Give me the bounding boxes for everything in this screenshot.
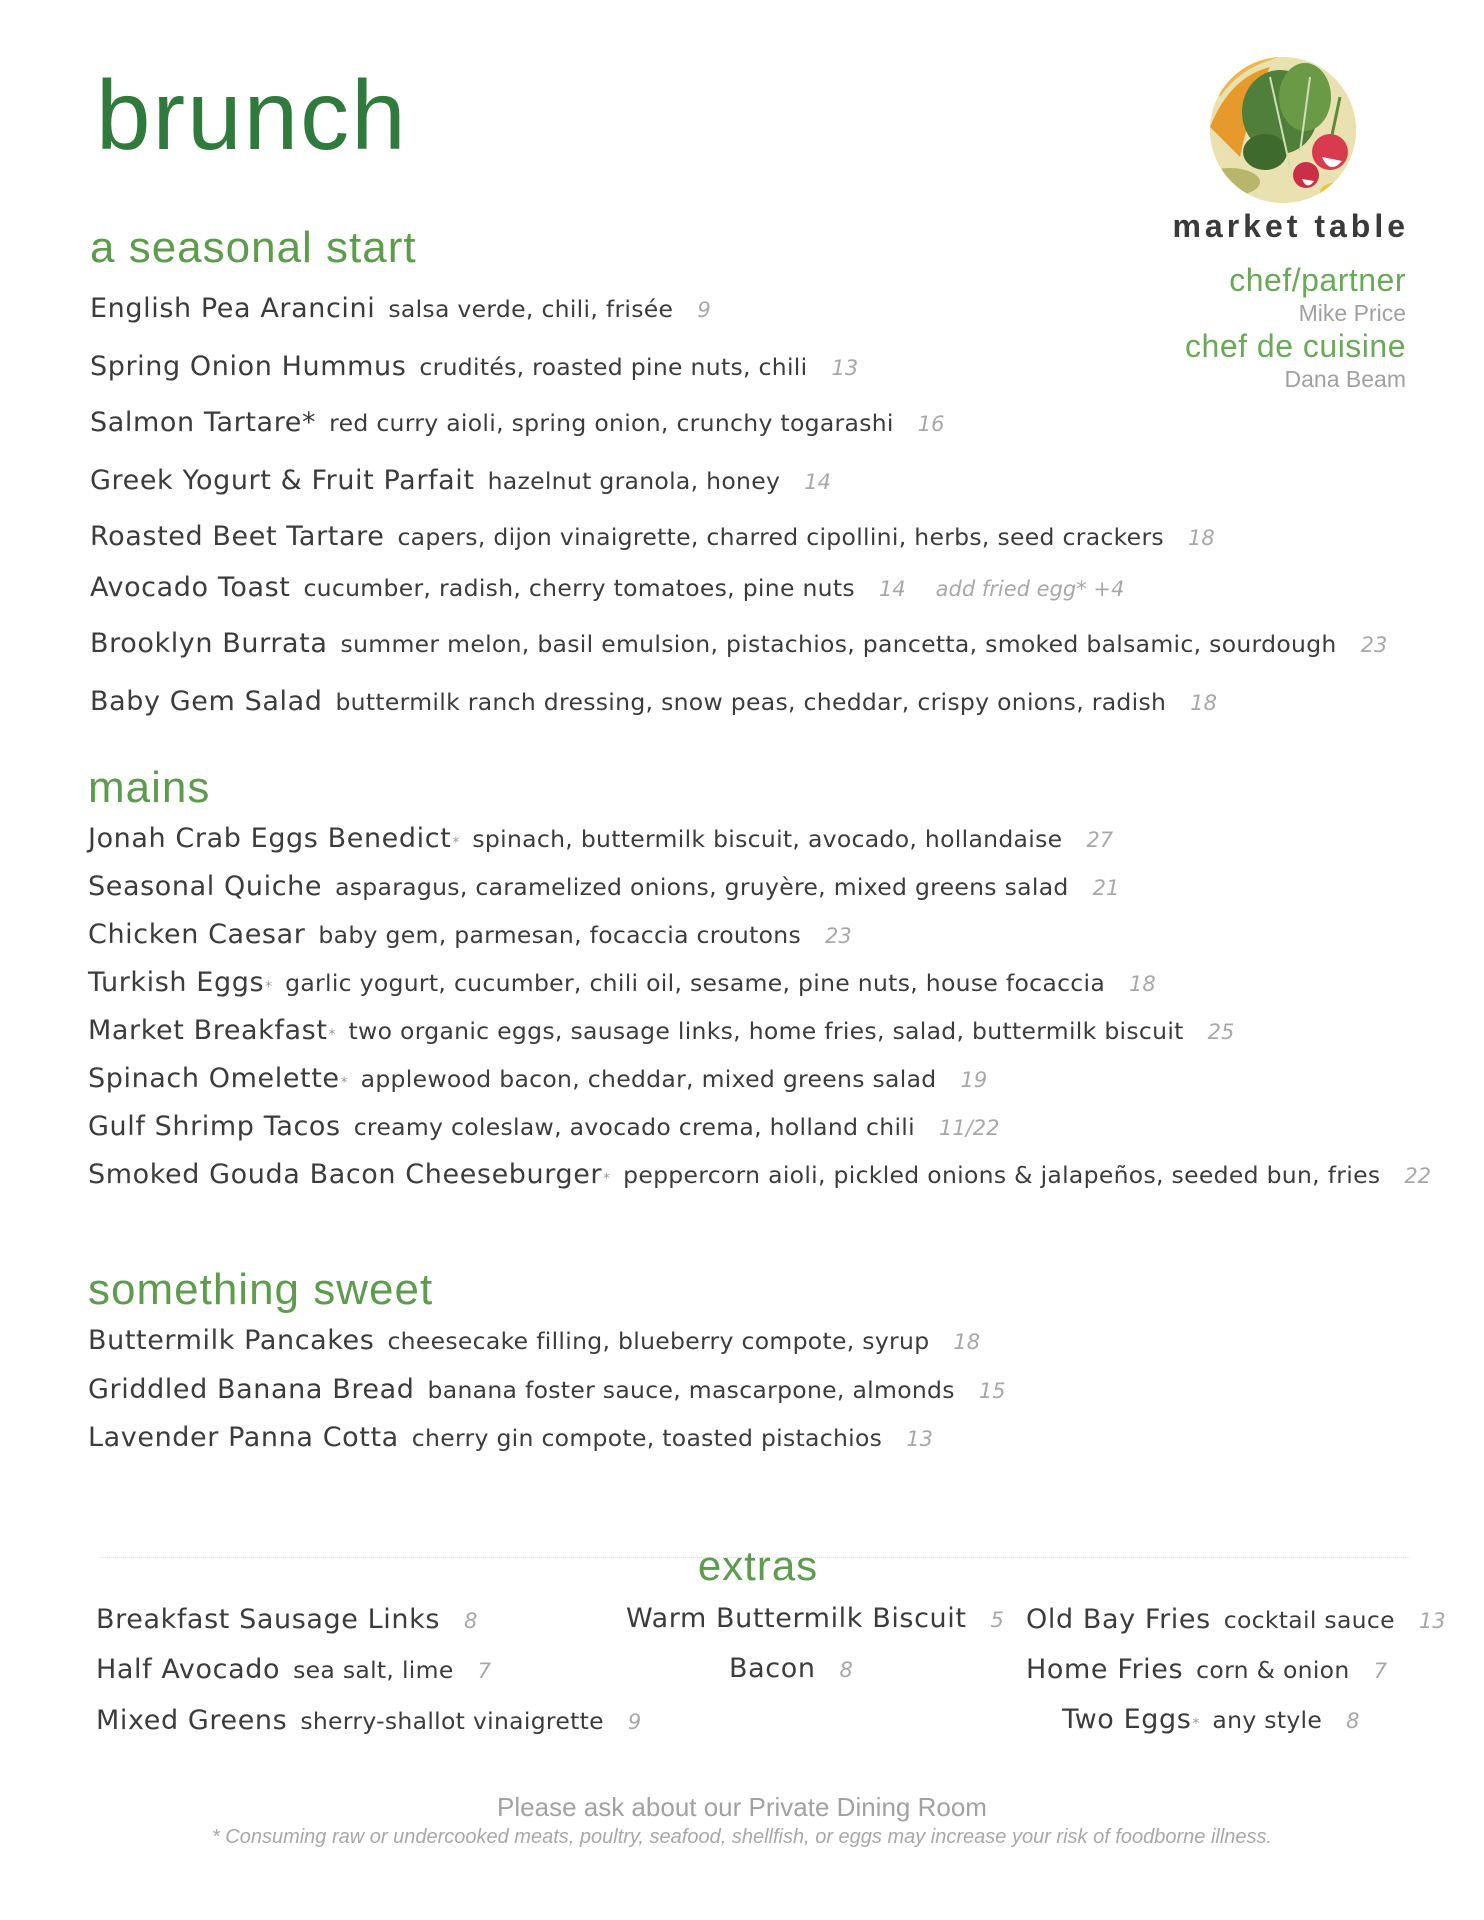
menu-item (88, 1017, 1234, 1044)
item-price: 22 (1404, 1164, 1432, 1188)
extra-item (626, 1605, 1004, 1632)
item-price: 18 (1129, 972, 1156, 996)
menu-item (88, 1327, 980, 1354)
item-description: corn & onion (1196, 1656, 1350, 1684)
item-description: summer melon, basil emulsion, pistachios, pancetta, smoked balsamic, sourdough (340, 630, 1337, 658)
menu-item (90, 630, 1387, 657)
item-description: applewood bacon, cheddar, mixed greens salad (360, 1065, 937, 1093)
menu-item (88, 825, 1113, 852)
item-description: cheesecake filling, blueberry compote, syrup (387, 1327, 930, 1355)
item-price: 15 (978, 1379, 1006, 1403)
item-price: 16 (917, 412, 945, 436)
menu-item (90, 688, 1217, 715)
vegetables-logo-icon (1210, 57, 1356, 203)
item-description: sherry-shallot vinaigrette (300, 1707, 604, 1735)
item-description: baby gem, parmesan, focaccia croutons (318, 921, 802, 949)
menu-item (88, 969, 1156, 996)
item-name: Market Breakfast (88, 1015, 328, 1046)
staff-role-chef-de-cuisine: chef de cuisine (1185, 328, 1406, 364)
item-name: Buttermilk Pancakes (88, 1325, 375, 1356)
item-description: banana foster sauce, mascarpone, almonds (427, 1376, 955, 1404)
item-price: 27 (1086, 828, 1114, 852)
item-name: Spinach Omelette (88, 1063, 340, 1094)
item-name: Roasted Beet Tartare (90, 521, 385, 552)
staff-role-chef-partner: chef/partner (1229, 262, 1406, 298)
menu-item (88, 873, 1119, 900)
menu-item (90, 467, 831, 494)
item-name: Breakfast Sausage Links (96, 1604, 441, 1635)
item-name: Spring Onion Hummus (90, 351, 407, 382)
page-title: brunch (96, 60, 408, 170)
menu-item (88, 1161, 1431, 1188)
item-description: spinach, buttermilk biscuit, avocado, hollandaise (472, 825, 1063, 853)
item-name: Baby Gem Salad (90, 686, 323, 717)
item-name: Turkish Eggs (88, 967, 265, 998)
staff-name-dana-beam: Dana Beam (1284, 366, 1406, 392)
item-price: 9 (697, 298, 711, 322)
item-price: 14 (804, 470, 831, 494)
item-price: 8 (1346, 1709, 1360, 1733)
menu-item (88, 1065, 987, 1092)
item-price: 13 (1418, 1609, 1446, 1633)
item-name: Lavender Panna Cotta (88, 1422, 399, 1453)
extra-item (1062, 1706, 1360, 1733)
item-name: Griddled Banana Bread (88, 1374, 415, 1405)
menu-item (88, 1424, 933, 1451)
item-description: cocktail sauce (1223, 1606, 1395, 1634)
item-price: 9 (627, 1710, 642, 1734)
item-description: any style (1212, 1706, 1323, 1734)
item-price: 23 (1360, 633, 1388, 657)
item-price: 7 (477, 1659, 491, 1683)
item-price: 14 (878, 577, 906, 601)
item-raw-warning-star: * (1192, 1716, 1200, 1732)
item-description: capers, dijon vinaigrette, charred cipollini, herbs, seed crackers (397, 523, 1164, 551)
menu-item (90, 574, 1124, 601)
food-safety-disclaimer: * Consuming raw or undercooked meats, poultry, seafood, shellfish, or eggs may increase your risk of foodborne illness. (211, 1826, 1273, 1848)
item-description: cherry gin compote, toasted pistachios (411, 1424, 883, 1452)
item-description: hazelnut granola, honey (487, 467, 781, 495)
item-name: Bacon (729, 1653, 816, 1684)
private-dining-note: Please ask about our Private Dining Room (497, 1792, 987, 1822)
item-price: 21 (1092, 876, 1120, 900)
item-description: creamy coleslaw, avocado crema, holland chili (353, 1113, 915, 1141)
item-raw-warning-star: * (603, 1171, 611, 1187)
menu-item (90, 295, 711, 322)
item-name: Seasonal Quiche (88, 871, 323, 902)
item-price: 7 (1373, 1659, 1387, 1683)
item-name: Avocado Toast (90, 572, 291, 603)
extra-item (1026, 1606, 1446, 1633)
item-description: garlic yogurt, cucumber, chili oil, sesame, pine nuts, house focaccia (285, 969, 1106, 997)
item-price: 5 (990, 1608, 1004, 1632)
item-raw-warning-star: * (340, 1075, 348, 1091)
item-price: 18 (953, 1330, 981, 1354)
item-raw-warning-star: * (452, 835, 460, 851)
item-raw-warning-star: * (328, 1027, 336, 1043)
section-title-seasonal-start: a seasonal start (90, 223, 417, 272)
item-name: Old Bay Fries (1026, 1604, 1211, 1635)
item-price: 23 (825, 924, 852, 948)
menu-item (90, 353, 858, 380)
item-description: crudités, roasted pine nuts, chili (419, 353, 808, 381)
menu-item (88, 1376, 1006, 1403)
item-price: 11/22 (938, 1116, 1000, 1140)
item-addon: add fried egg* +4 (935, 577, 1125, 601)
section-title-something-sweet: something sweet (88, 1265, 434, 1314)
item-name: Two Eggs (1062, 1704, 1192, 1735)
item-price: 8 (464, 1609, 478, 1633)
item-price: 8 (839, 1658, 853, 1682)
item-price: 13 (906, 1427, 933, 1451)
item-name: Warm Buttermilk Biscuit (626, 1603, 967, 1634)
item-name: Smoked Gouda Bacon Cheeseburger (88, 1159, 603, 1190)
menu-item (90, 409, 945, 436)
extra-item (96, 1656, 491, 1683)
item-description: peppercorn aioli, pickled onions & jalapeños, seeded bun, fries (623, 1161, 1381, 1189)
staff-name-mike-price: Mike Price (1298, 300, 1406, 326)
item-name: Salmon Tartare* (90, 407, 317, 438)
menu-item (88, 1113, 1000, 1140)
item-description: sea salt, lime (293, 1656, 454, 1684)
item-name: Chicken Caesar (88, 919, 306, 950)
item-description: red curry aioli, spring onion, crunchy togarashi (329, 409, 894, 437)
menu-item (88, 921, 852, 948)
item-price: 13 (831, 356, 859, 380)
brand-name: market table (1172, 208, 1409, 244)
item-description: salsa verde, chili, frisée (388, 295, 674, 323)
item-name: Home Fries (1026, 1654, 1184, 1685)
menu-item (90, 523, 1215, 550)
item-name: Jonah Crab Eggs Benedict (88, 823, 452, 854)
extra-item (1026, 1656, 1387, 1683)
item-name: Mixed Greens (96, 1705, 288, 1736)
item-price: 18 (1187, 526, 1215, 550)
section-title-mains: mains (88, 763, 211, 812)
extra-item (729, 1655, 853, 1682)
item-name: Greek Yogurt & Fruit Parfait (90, 465, 475, 496)
item-description: asparagus, caramelized onions, gruyère, mixed greens salad (335, 873, 1069, 901)
item-price: 19 (960, 1068, 988, 1092)
extra-item (96, 1707, 641, 1734)
item-price: 18 (1190, 691, 1217, 715)
item-name: Gulf Shrimp Tacos (88, 1111, 341, 1142)
section-title-extras: extras (697, 1542, 819, 1589)
item-name: Brooklyn Burrata (90, 628, 328, 659)
item-name: Half Avocado (96, 1654, 281, 1685)
item-description: two organic eggs, sausage links, home fries, salad, buttermilk biscuit (348, 1017, 1184, 1045)
item-description: cucumber, radish, cherry tomatoes, pine nuts (303, 574, 855, 602)
item-name: English Pea Arancini (90, 293, 376, 324)
item-price: 25 (1207, 1020, 1235, 1044)
item-description: buttermilk ranch dressing, snow peas, cheddar, crispy onions, radish (335, 688, 1167, 716)
extra-item (96, 1606, 477, 1633)
item-raw-warning-star: * (265, 979, 273, 995)
